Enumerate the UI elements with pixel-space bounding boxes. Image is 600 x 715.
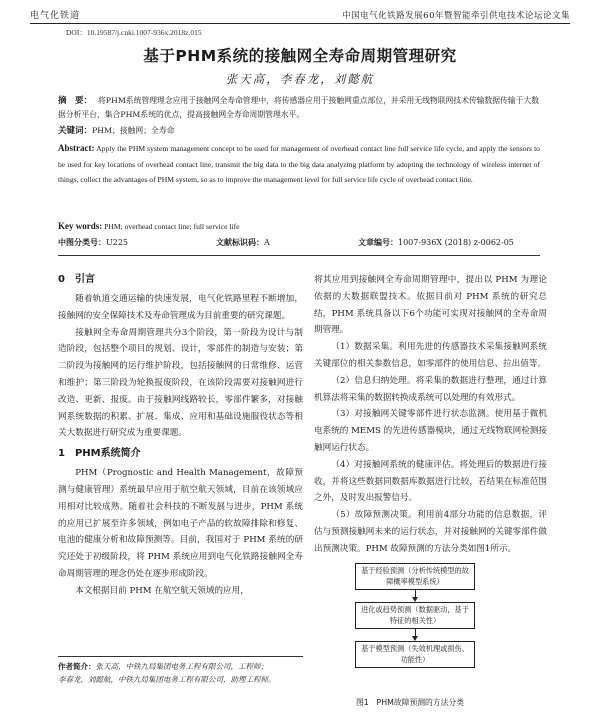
flow-box-trend: 进化或趋势预测（数据驱动，基于特征的相关性） [355,602,475,629]
section-0-paragraph-2: 接触网全寿命周期管理共分3个阶段，第一阶段为设计与制造阶段，包括整个项目的规划、设计，零部件的制造与安装；第二阶段为接触网的运行维护阶段，包括接触网的日常维修、运营和维护；第三阶段为轮换报废阶段，在该阶段需要对接触网进行改造、更新、报废。由于接触网线路较长，零部件繁多，对接触网系统数据的积累、扩展、集成、应用和基础设施服役状态等相关大数据进行研究成为重要课题。 [58,327,303,439]
keywords-en [58,221,540,231]
keywords-en-label: Key words: [58,221,103,231]
authors: 张天高，李春龙，刘懿航 [225,72,375,86]
classification-row [58,237,540,251]
footnote-label: 作者简介： [58,662,96,671]
flow-arrow-2 [355,629,475,641]
flow-box-experience: 基于经验预测（分析传统模型的故障概率模型系统） [355,563,475,590]
doi[interactable]: DOI：10.19587/j.cnki.1007-936x.2018z.015 [66,28,202,37]
document-code: 文献标识码：A [216,238,270,247]
left-column [58,268,303,600]
function-item-2: （2）信息归纳处理。将采集的数据进行整理，通过计算机算法将采集的数据转换成系统可以处理的有效形式。 [314,375,547,403]
section-1-paragraph-2: 本文根据目前 PHM 在航空航天领域的应用， [75,585,249,596]
abstract-en [58,141,540,188]
keywords-cn [58,124,540,136]
section-0-heading: 0 引言 [58,274,95,285]
keywords-cn-text: PHM；接触网；全寿命 [92,126,175,135]
section-1-heading: 1 PHM系统简介 [58,448,141,460]
abstract-cn-label: 摘 要： [58,96,93,106]
clc-number: 中图分类号：U225 [58,238,129,247]
function-item-1: （1）数据采集。利用先进的传感器技术采集接触网系统关键部位的相关参数信息，如零部件的使用信息、拉出值等。 [314,342,547,369]
article-number: 文章编号：1007-936X (2018) z-0062-05 [358,238,514,247]
function-item-5: （5）故障预测决策。利用前4部分功能的信息数据，评估与预测接触网未来的运行状态，并对接触网的关键零部件做出预测决策。PHM 故障预测的方法分类如图1所示。 [314,510,547,554]
author-footnote [58,656,303,686]
figure-1-flowchart [355,563,475,668]
flow-box-model: 基于模型预测（失效机理或损伤、功能性） [355,641,475,668]
abstract-en-text: Apply the PHM system management concept to be used for management of overhead contact line full service life cycle, and apply the sensors to be used for key locations of overhead contact line, transmit the big data to the big data analyzing platform by adopting the technology of wireless internet of things, collect the advantages of PHM system, so as to improve the management level for full service life cycle of overhead contact line. [58,144,540,184]
section-1-paragraph-1: PHM（Prognostic and Health Management，故障预测与健康管理）系统最早应用于航空航天领域，目前在该领域应用相对比较成熟。随着社会科技的不断发展与进步，PHM 系统的应用已扩展至许多领域，例如电子产品的软故障排除和修复、电池的健康分析和故障预测等。目前，我国对于 PHM 系统的研究还处于初级阶段，将 PHM 系统应用到电气化铁路接触网全寿命周期管理的理念仍处在逐步形成阶段。 [58,468,303,579]
function-item-3: （3）对接触网关键零部件进行状态监测。使用基于微机电系统的 MEMS 的先进传感器模块，通过无线物联网检测接触网运行状态。 [314,409,547,453]
flow-arrow-1 [355,590,475,602]
abstract-cn-text: 将PHM系统管理理念应用于接触网全寿命管理中，将传感器应用于接触网重点部位，并采用无线物联网技术传输数据传输于大数据分析平台，集合PHM系统的优点，提高接触网全寿命周期管理水平。 [58,96,540,119]
abstract-cn [58,94,540,121]
right-column [314,272,547,558]
section-0-paragraph-1: 随着轨道交通运输的快速发展，电气化铁路里程不断增加，接触网的安全保障技术及寿命管理成为目前重要的研究课题。 [58,294,303,321]
function-item-4: （4）对接触网系统的健康评估。将处理后的数据进行接收，并将这些数据同数据库数据进行比较，若结果在标准范围之外，及时发出报警信号。 [314,459,547,504]
proceedings-title: 中国电气化铁路发展60年暨智能牵引供电技术论坛论文集 [342,11,570,21]
keywords-cn-label: 关键词： [58,126,93,136]
keywords-en-text: PHM; overhead contact line; full service life [104,222,240,231]
abstract-en-label: Abstract: [58,143,95,153]
running-header [30,6,570,24]
header-divider [58,255,540,256]
footnote-author-2: 李春龙，刘懿航，中铁九局集团电务工程有限公司，助理工程师。 [58,675,276,684]
right-paragraph-1: 将其应用到接触网全寿命周期管理中，提出以 PHM 为理论依据的大数据联盟技术。依据目前对 PHM 系统的研究总结，PHM 系统具备以下6个功能可实现对接触网的全寿命周期管理。 [314,275,547,336]
footnote-author-1: 张天高，中铁九局集团电务工程有限公司，工程师； [95,662,268,671]
journal-name: 电气化铁道 [30,11,81,21]
figure-1-caption: 图1 PHM故障预测的方法分类 [356,698,465,707]
paper-title: 基于PHM系统的接触网全寿命周期管理研究 [143,47,457,65]
